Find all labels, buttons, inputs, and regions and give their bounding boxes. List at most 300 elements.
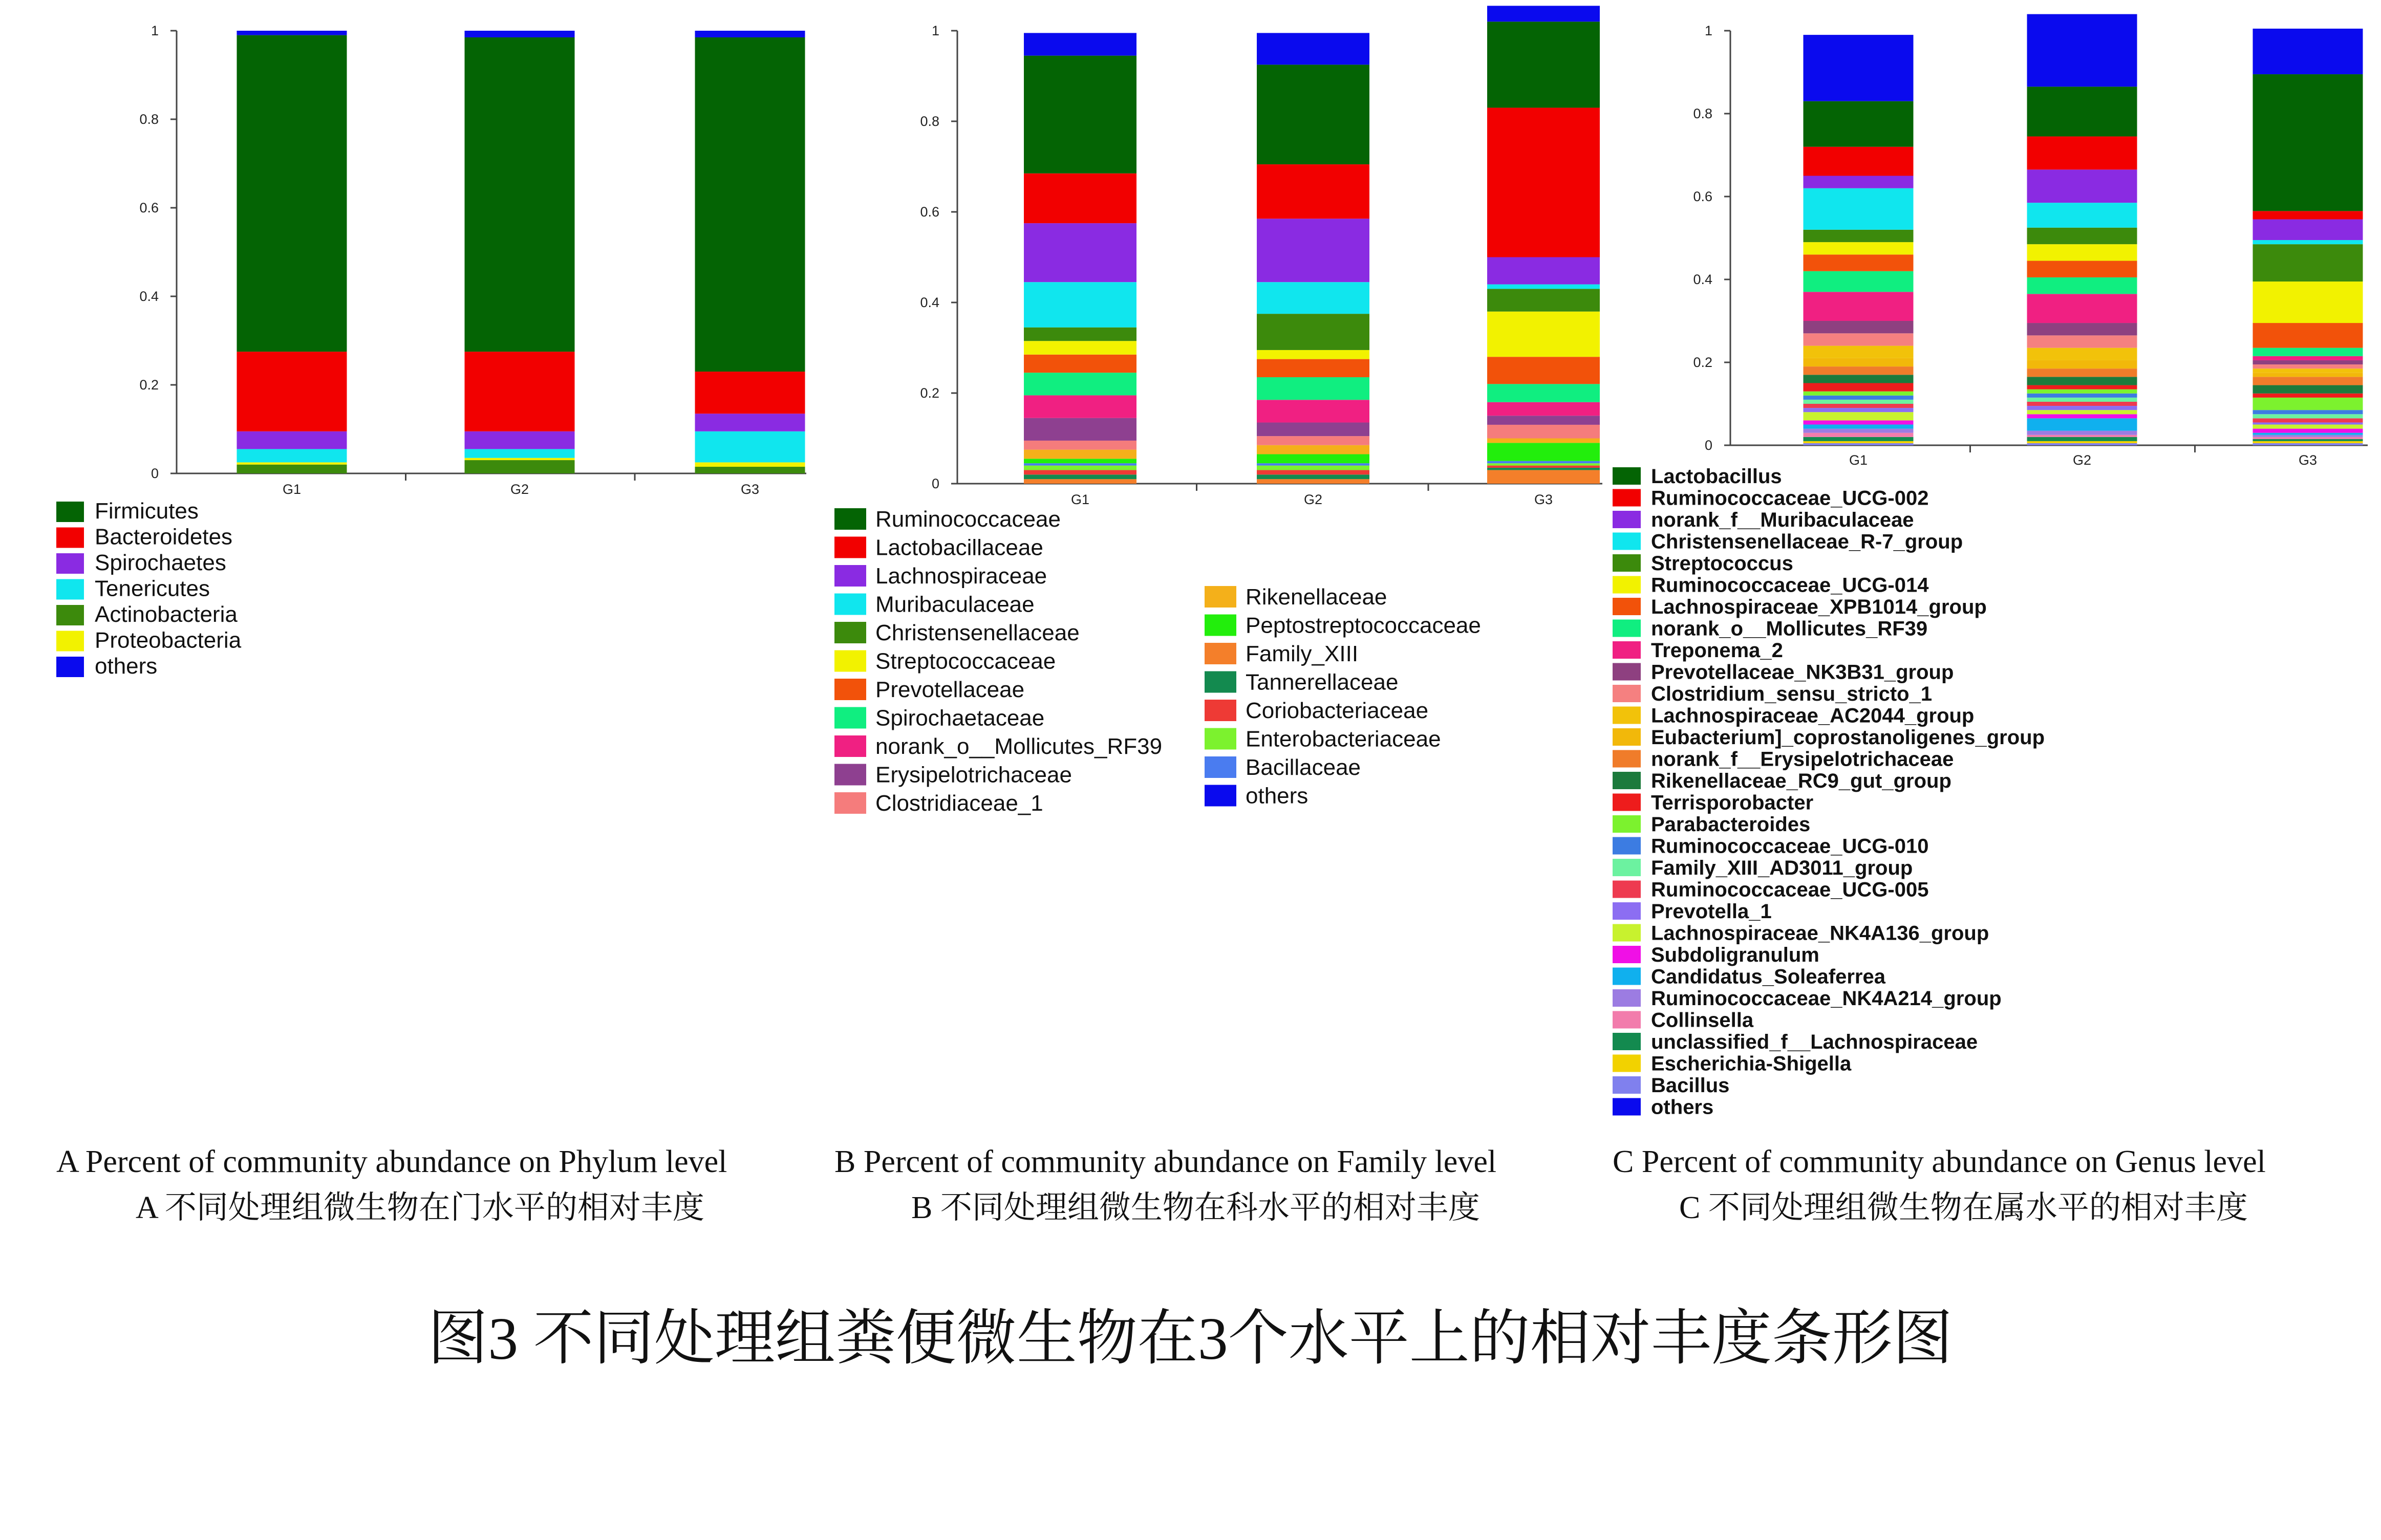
bar-c-g3-lachnospiraceae-ac2044-group (2253, 368, 2363, 373)
legend-label-b-spirochaetaceae: Spirochaetaceae (875, 705, 1045, 731)
bar-b-g1-streptococcaceae (1024, 341, 1136, 355)
bar-c-g1-family-xiii-ad3011-group (1804, 400, 1914, 404)
legend-swatch-b-christensenellaceae (834, 622, 866, 643)
legend-label-c-streptococcus: Streptococcus (1651, 552, 1793, 575)
legend-label-c-ruminococcaceae-ucg-014: Ruminococcaceae_UCG-014 (1651, 574, 1929, 597)
bar-b-g3-rikenellaceae (1487, 439, 1600, 443)
bar-c-g2-others (2027, 14, 2137, 87)
bar-c-g3-family-xiii-ad3011-group (2253, 414, 2363, 418)
bar-b-g3-prevotellaceae (1487, 357, 1600, 384)
legend-swatch-c-collinsella (1613, 1011, 1641, 1029)
legend-swatch-c-lactobacillus (1613, 467, 1641, 485)
bar-b-g1-others (1024, 33, 1136, 55)
legend-label-b-ruminococcaceae: Ruminococcaceae (875, 507, 1061, 532)
legend-label-a-firmicutes: Firmicutes (95, 498, 199, 524)
bar-a-g2-firmicutes (465, 37, 575, 352)
legend-swatch-c-eubacterium-coprostanoligenes-group (1613, 728, 1641, 746)
y-tick-label-c: 0 (1704, 438, 1712, 453)
legend-label-c-others: others (1651, 1096, 1714, 1119)
bar-c-g1-lactobacillus (1804, 101, 1914, 147)
bar-c-g2-christensenellaceae-r-7-group (2027, 203, 2137, 228)
legend-swatch-c-candidatus-soleaferrea (1613, 968, 1641, 985)
bar-c-g2-ruminococcaceae-ucg-014 (2027, 244, 2137, 261)
bar-c-g1-streptococcus (1804, 230, 1914, 242)
bar-b-g3-coriobacteriaceae (1487, 466, 1600, 468)
bar-b-g3-christensenellaceae (1487, 289, 1600, 311)
legend-swatch-c-prevotellaceae-nk3b31-group (1613, 663, 1641, 681)
bar-c-g2-unclassified-f-lachnospiraceae (2027, 437, 2137, 441)
bar-b-g2-ruminococcaceae (1257, 64, 1369, 164)
bar-b-g3-spirochaetaceae (1487, 384, 1600, 402)
bar-c-g1-unclassified-f-lachnospiraceae (1804, 437, 1914, 441)
legend-swatch-c-lachnospiraceae-ac2044-group (1613, 707, 1641, 724)
bar-c-g3-norank-f-muribaculaceae (2253, 220, 2363, 241)
legend-label-b-rikenellaceae: Rikenellaceae (1246, 584, 1387, 610)
bar-b-g3-norank-o-mollicutes-rf39 (1487, 402, 1600, 416)
bar-b-g2-muribaculaceae (1257, 282, 1369, 314)
bar-a-g1-actinobacteria (237, 465, 347, 473)
legend-swatch-b-lactobacillaceae (834, 537, 866, 558)
bar-b-g2-coriobacteriaceae (1257, 470, 1369, 474)
legend-swatch-c-escherichia-shigella (1613, 1055, 1641, 1072)
bar-c-g1-subdoligranulum (1804, 420, 1914, 424)
bar-b-g1-muribaculaceae (1024, 282, 1136, 328)
legend-label-c-lachnospiraceae-nk4a136-group: Lachnospiraceae_NK4A136_group (1651, 922, 1989, 945)
bar-c-g1-rikenellaceae-rc9-gut-group (1804, 375, 1914, 383)
legend-swatch-b-norank-o-mollicutes-rf39 (834, 735, 866, 757)
bar-c-g3-unclassified-f-lachnospiraceae (2253, 439, 2363, 441)
bar-b-g3-peptostreptococcaceae (1487, 443, 1600, 461)
bar-c-g2-clostridium-sensu-stricto-1 (2027, 335, 2137, 348)
bar-c-g2-family-xiii-ad3011-group (2027, 398, 2137, 402)
legend-swatch-c-subdoligranulum (1613, 946, 1641, 963)
legend-label-b-norank-o-mollicutes-rf39: norank_o__Mollicutes_RF39 (875, 734, 1163, 759)
legend-label-b-tannerellaceae: Tannerellaceae (1246, 669, 1399, 695)
bar-b-g1-enterobacteriaceae (1024, 466, 1136, 470)
bar-b-g3-erysipelotrichaceae (1487, 416, 1600, 425)
legend-label-c-norank-f-erysipelotrichaceae: norank_f__Erysipelotrichaceae (1651, 748, 1954, 771)
bar-c-g3-ruminococcaceae-ucg-005 (2253, 418, 2363, 422)
y-tick-label-b: 0.2 (920, 385, 939, 401)
legend-label-c-candidatus-soleaferrea: Candidatus_Soleaferrea (1651, 965, 1885, 988)
legend-swatch-b-erysipelotrichaceae (834, 764, 866, 786)
bar-c-g1-terrisporobacter (1804, 383, 1914, 392)
y-tick-label-b: 0.8 (920, 114, 939, 129)
legend-label-c-clostridium-sensu-stricto-1: Clostridium_sensu_stricto_1 (1651, 683, 1933, 705)
bar-c-g3-prevotella-1 (2253, 422, 2363, 424)
bar-c-g3-ruminococcaceae-ucg-002 (2253, 211, 2363, 219)
bar-c-g3-ruminococcaceae-ucg-010 (2253, 410, 2363, 414)
bar-b-g2-christensenellaceae (1257, 314, 1369, 350)
legend-label-b-streptococcaceae: Streptococcaceae (875, 648, 1056, 674)
bar-c-g3-terrisporobacter (2253, 394, 2363, 398)
bar-c-g2-lachnospiraceae-nk4a136-group (2027, 410, 2137, 414)
y-tick-label-c: 0.2 (1693, 355, 1712, 370)
bar-b-g2-norank-o-mollicutes-rf39 (1257, 400, 1369, 422)
legend-label-c-norank-o-mollicutes-rf39: norank_o__Mollicutes_RF39 (1651, 617, 1928, 640)
legend-swatch-c-treponema-2 (1613, 641, 1641, 659)
bar-c-g1-lachnospiraceae-xpb1014-group (1804, 254, 1914, 271)
x-tick-label-b: G3 (1534, 492, 1553, 507)
bar-b-g2-lactobacillaceae (1257, 164, 1369, 219)
legend-label-b-erysipelotrichaceae: Erysipelotrichaceae (875, 762, 1072, 788)
legend-label-c-prevotellaceae-nk3b31-group: Prevotellaceae_NK3B31_group (1651, 661, 1954, 684)
x-tick-label-a: G2 (510, 482, 529, 497)
legend-swatch-c-ruminococcaceae-ucg-014 (1613, 576, 1641, 594)
bar-b-g2-erysipelotrichaceae (1257, 423, 1369, 437)
caption-b-en: B Percent of community abundance on Family level (834, 1144, 1497, 1179)
legend-label-b-clostridiaceae-1: Clostridiaceae_1 (875, 791, 1043, 816)
bar-b-g3-lachnospiraceae (1487, 257, 1600, 285)
legend-swatch-b-lachnospiraceae (834, 565, 866, 587)
bar-c-g2-escherichia-shigella (2027, 441, 2137, 443)
bar-c-g2-ruminococcaceae-ucg-010 (2027, 394, 2137, 398)
bar-c-g2-lachnospiraceae-xpb1014-group (2027, 261, 2137, 277)
bar-c-g2-rikenellaceae-rc9-gut-group (2027, 377, 2137, 385)
chart-panel-b (834, 6, 1602, 816)
legend-label-b-muribaculaceae: Muribaculaceae (875, 592, 1035, 617)
bar-b-g3-enterobacteriaceae (1487, 463, 1600, 465)
legend-label-c-collinsella: Collinsella (1651, 1009, 1754, 1032)
bar-c-g2-streptococcus (2027, 228, 2137, 244)
bar-c-g3-subdoligranulum (2253, 429, 2363, 433)
bar-c-g2-lachnospiraceae-ac2044-group (2027, 348, 2137, 360)
legend-swatch-c-parabacteroides (1613, 815, 1641, 833)
bar-a-g2-actinobacteria (465, 460, 575, 473)
bar-b-g2-peptostreptococcaceae (1257, 454, 1369, 463)
legend-label-a-spirochaetes: Spirochaetes (95, 550, 226, 575)
legend-swatch-a-tenericutes (56, 579, 84, 600)
bar-c-g1-norank-o-mollicutes-rf39 (1804, 271, 1914, 292)
legend-swatch-b-clostridiaceae-1 (834, 792, 866, 814)
legend-swatch-b-enterobacteriaceae (1205, 728, 1236, 750)
legend-label-b-family-xiii: Family_XIII (1246, 641, 1359, 666)
legend-swatch-c-terrisporobacter (1613, 794, 1641, 811)
y-tick-label-c: 1 (1704, 23, 1712, 38)
bar-c-g2-subdoligranulum (2027, 414, 2137, 418)
bar-a-g2-proteobacteria (465, 458, 575, 460)
bar-a-g2-others (465, 31, 575, 37)
bar-b-g1-peptostreptococcaceae (1024, 459, 1136, 463)
y-tick-label-b: 0 (931, 476, 939, 491)
y-tick-label-c: 0.6 (1693, 189, 1712, 204)
bar-b-g3-muribaculaceae (1487, 285, 1600, 289)
legend-label-b-lactobacillaceae: Lactobacillaceae (875, 535, 1043, 560)
bar-c-g2-ruminococcaceae-ucg-002 (2027, 137, 2137, 170)
legend-swatch-c-rikenellaceae-rc9-gut-group (1613, 772, 1641, 789)
y-tick-label-b: 1 (931, 23, 939, 38)
bar-b-g1-bacillaceae (1024, 463, 1136, 465)
x-tick-label-b: G2 (1303, 492, 1323, 507)
x-tick-label-a: G3 (740, 482, 760, 497)
legend-swatch-b-streptococcaceae (834, 650, 866, 672)
x-tick-label-b: G1 (1070, 492, 1090, 507)
bar-c-g3-treponema-2 (2253, 356, 2363, 360)
y-tick-label-a: 0.8 (139, 112, 159, 127)
bar-c-g3-ruminococcaceae-nk4a214-group (2253, 435, 2363, 437)
legend-swatch-c-unclassified-f-lachnospiraceae (1613, 1033, 1641, 1050)
bar-b-g3-streptococcaceae (1487, 312, 1600, 357)
legend-swatch-b-peptostreptococcaceae (1205, 615, 1236, 636)
bar-c-g3-rikenellaceae-rc9-gut-group (2253, 385, 2363, 394)
bar-c-g3-norank-o-mollicutes-rf39 (2253, 348, 2363, 356)
caption-c-zh: C 不同处理组微生物在属水平的相对丰度 (1679, 1190, 2248, 1225)
bar-c-g2-terrisporobacter (2027, 385, 2137, 389)
bar-b-g2-prevotellaceae (1257, 359, 1369, 377)
bar-c-g1-lachnospiraceae-ac2044-group (1804, 346, 1914, 358)
legend-label-c-ruminococcaceae-ucg-002: Ruminococcaceae_UCG-002 (1651, 487, 1929, 510)
legend-label-c-subdoligranulum: Subdoligranulum (1651, 944, 1819, 966)
bar-c-g2-norank-f-erysipelotrichaceae (2027, 368, 2137, 377)
bar-c-g3-candidatus-soleaferrea (2253, 433, 2363, 435)
bar-a-g3-firmicutes (695, 37, 805, 372)
legend-swatch-c-prevotella-1 (1613, 902, 1641, 920)
bar-a-g1-bacteroidetes (237, 352, 347, 431)
bar-c-g2-parabacteroides (2027, 389, 2137, 394)
legend-swatch-c-streptococcus (1613, 554, 1641, 572)
legend-swatch-b-prevotellaceae (834, 679, 866, 700)
bar-b-g3-family-xiii (1487, 470, 1600, 484)
legend-swatch-c-lachnospiraceae-nk4a136-group (1613, 924, 1641, 942)
bar-c-g3-lachnospiraceae-nk4a136-group (2253, 425, 2363, 429)
legend-swatch-c-norank-f-muribaculaceae (1613, 511, 1641, 528)
bar-a-g2-spirochaetes (465, 431, 575, 449)
legend-swatch-b-rikenellaceae (1205, 586, 1236, 608)
bar-c-g2-ruminococcaceae-nk4a214-group (2027, 431, 2137, 435)
legend-swatch-c-norank-f-erysipelotrichaceae (1613, 750, 1641, 768)
bar-a-g1-firmicutes (237, 35, 347, 352)
bar-c-g2-treponema-2 (2027, 294, 2137, 323)
legend-swatch-c-ruminococcaceae-nk4a214-group (1613, 989, 1641, 1007)
bar-c-g2-bacillus (2027, 443, 2137, 445)
x-tick-label-a: G1 (282, 482, 302, 497)
legend-swatch-c-ruminococcaceae-ucg-010 (1613, 837, 1641, 855)
bar-a-g3-actinobacteria (695, 467, 805, 473)
bar-b-g2-rikenellaceae (1257, 445, 1369, 454)
legend-label-c-terrisporobacter: Terrisporobacter (1651, 791, 1814, 814)
bar-c-g2-norank-f-muribaculaceae (2027, 169, 2137, 203)
legend-swatch-c-ruminococcaceae-ucg-005 (1613, 881, 1641, 898)
bar-b-g1-rikenellaceae (1024, 450, 1136, 459)
legend-swatch-c-others (1613, 1098, 1641, 1116)
y-tick-label-b: 0.4 (920, 295, 939, 310)
bar-a-g3-proteobacteria (695, 462, 805, 467)
legend-label-c-lachnospiraceae-xpb1014-group: Lachnospiraceae_XPB1014_group (1651, 596, 1987, 618)
legend-label-b-enterobacteriaceae: Enterobacteriaceae (1246, 726, 1441, 752)
legend-swatch-b-coriobacteriaceae (1205, 700, 1236, 721)
legend-swatch-c-bacillus (1613, 1076, 1641, 1094)
figure-title: 图3 不同处理组粪便微生物在3个水平上的相对丰度条形图 (427, 1305, 1953, 1372)
bar-a-g2-bacteroidetes (465, 352, 575, 431)
legend-swatch-a-firmicutes (56, 502, 84, 522)
legend-label-c-ruminococcaceae-ucg-010: Ruminococcaceae_UCG-010 (1651, 835, 1929, 858)
legend-swatch-c-ruminococcaceae-ucg-002 (1613, 489, 1641, 507)
bar-b-g1-coriobacteriaceae (1024, 470, 1136, 474)
bar-c-g1-norank-f-erysipelotrichaceae (1804, 366, 1914, 375)
bar-c-g3-norank-f-erysipelotrichaceae (2253, 377, 2363, 385)
bar-b-g1-erysipelotrichaceae (1024, 418, 1136, 441)
bar-c-g1-ruminococcaceae-nk4a214-group (1804, 429, 1914, 433)
bar-c-g1-candidatus-soleaferrea (1804, 425, 1914, 429)
bar-c-g3-streptococcus (2253, 244, 2363, 281)
bar-b-g2-clostridiaceae-1 (1257, 436, 1369, 445)
legend-label-b-christensenellaceae: Christensenellaceae (875, 620, 1080, 645)
y-tick-label-b: 0.6 (920, 204, 939, 220)
legend-label-a-tenericutes: Tenericutes (95, 576, 210, 601)
legend-label-c-norank-f-muribaculaceae: norank_f__Muribaculaceae (1651, 509, 1914, 531)
bar-c-g2-candidatus-soleaferrea (2027, 418, 2137, 430)
y-tick-label-c: 0.4 (1693, 272, 1712, 287)
bar-b-g1-lachnospiraceae (1024, 223, 1136, 282)
legend-label-b-peptostreptococcaceae: Peptostreptococcaceae (1246, 613, 1481, 638)
legend-swatch-a-proteobacteria (56, 631, 84, 652)
bar-a-g1-others (237, 31, 347, 35)
legend-swatch-b-others (1205, 785, 1236, 807)
bar-c-g1-treponema-2 (1804, 292, 1914, 321)
bar-a-g3-others (695, 31, 805, 37)
bar-a-g3-tenericutes (695, 431, 805, 463)
legend-swatch-b-family-xiii (1205, 643, 1236, 664)
legend-swatch-c-lachnospiraceae-xpb1014-group (1613, 598, 1641, 615)
bar-b-g1-norank-o-mollicutes-rf39 (1024, 395, 1136, 418)
legend-label-a-actinobacteria: Actinobacteria (95, 602, 238, 627)
caption-a-zh: A 不同处理组微生物在门水平的相对丰度 (136, 1190, 704, 1225)
legend-label-b-bacillaceae: Bacillaceae (1246, 755, 1361, 780)
bar-b-g2-streptococcaceae (1257, 350, 1369, 359)
bar-c-g1-ruminococcaceae-ucg-005 (1804, 404, 1914, 408)
y-tick-label-a: 0.4 (139, 289, 159, 304)
bar-c-g3-parabacteroides (2253, 398, 2363, 410)
legend-label-c-ruminococcaceae-nk4a214-group: Ruminococcaceae_NK4A214_group (1651, 987, 2002, 1010)
legend-label-c-family-xiii-ad3011-group: Family_XIII_AD3011_group (1651, 857, 1913, 879)
y-tick-label-a: 1 (151, 23, 159, 38)
bar-c-g3-lactobacillus (2253, 74, 2363, 211)
bar-c-g1-prevotellaceae-nk3b31-group (1804, 321, 1914, 333)
legend-swatch-a-actinobacteria (56, 605, 84, 625)
legend-swatch-b-bacillaceae (1205, 756, 1236, 778)
bar-b-g2-tannerellaceae (1257, 474, 1369, 479)
bar-b-g2-lachnospiraceae (1257, 219, 1369, 282)
legend-label-c-parabacteroides: Parabacteroides (1651, 813, 1811, 836)
chart-panel-a (56, 23, 806, 679)
legend-swatch-b-spirochaetaceae (834, 707, 866, 729)
bar-c-g1-ruminococcaceae-ucg-002 (1804, 147, 1914, 176)
legend-swatch-a-bacteroidetes (56, 528, 84, 548)
bar-b-g3-others (1487, 6, 1600, 21)
legend-label-b-coriobacteriaceae: Coriobacteriaceae (1246, 698, 1429, 723)
legend-label-c-bacillus: Bacillus (1651, 1074, 1730, 1097)
legend-swatch-c-christensenellaceae-r-7-group (1613, 533, 1641, 550)
bar-c-g1-eubacterium-coprostanoligenes-group (1804, 358, 1914, 366)
bar-a-g3-bacteroidetes (695, 372, 805, 414)
legend-label-a-others: others (95, 654, 158, 679)
y-tick-label-a: 0.2 (139, 377, 159, 393)
legend-label-c-christensenellaceae-r-7-group: Christensenellaceae_R-7_group (1651, 530, 1963, 553)
bar-a-g1-proteobacteria (237, 462, 347, 464)
legend-swatch-b-muribaculaceae (834, 594, 866, 615)
bar-a-g1-spirochaetes (237, 431, 347, 449)
bar-b-g3-lactobacillaceae (1487, 107, 1600, 257)
bar-b-g3-ruminococcaceae (1487, 21, 1600, 107)
legend-label-c-lactobacillus: Lactobacillus (1651, 465, 1782, 488)
bar-a-g3-spirochaetes (695, 414, 805, 431)
legend-label-b-lachnospiraceae: Lachnospiraceae (875, 563, 1047, 589)
bar-a-g2-tenericutes (465, 449, 575, 458)
legend-label-c-escherichia-shigella: Escherichia-Shigella (1651, 1052, 1852, 1075)
bar-b-g3-clostridiaceae-1 (1487, 425, 1600, 439)
x-tick-label-c: G2 (2072, 452, 2092, 468)
bar-c-g2-eubacterium-coprostanoligenes-group (2027, 360, 2137, 368)
legend-swatch-a-others (56, 657, 84, 677)
legend-label-c-ruminococcaceae-ucg-005: Ruminococcaceae_UCG-005 (1651, 878, 1929, 901)
bar-c-g3-eubacterium-coprostanoligenes-group (2253, 373, 2363, 377)
legend-label-a-proteobacteria: Proteobacteria (95, 627, 242, 653)
bar-c-g2-prevotella-1 (2027, 406, 2137, 410)
bar-c-g1-collinsella (1804, 433, 1914, 437)
x-tick-label-c: G1 (1849, 452, 1868, 468)
bar-c-g3-ruminococcaceae-ucg-014 (2253, 281, 2363, 323)
legend-swatch-a-spirochaetes (56, 553, 84, 574)
y-tick-label-a: 0.6 (139, 200, 159, 215)
bar-b-g1-family-xiii (1024, 479, 1136, 484)
bar-c-g1-parabacteroides (1804, 392, 1914, 396)
bar-c-g3-escherichia-shigella (2253, 441, 2363, 443)
legend-label-c-lachnospiraceae-ac2044-group: Lachnospiraceae_AC2044_group (1651, 704, 1975, 727)
bar-c-g1-clostridium-sensu-stricto-1 (1804, 333, 1914, 345)
bar-c-g1-norank-f-muribaculaceae (1804, 176, 1914, 188)
legend-label-c-unclassified-f-lachnospiraceae: unclassified_f__Lachnospiraceae (1651, 1031, 1978, 1053)
caption-b-zh: B 不同处理组微生物在科水平的相对丰度 (911, 1190, 1480, 1225)
bar-c-g1-escherichia-shigella (1804, 441, 1914, 443)
bar-c-g1-ruminococcaceae-ucg-014 (1804, 242, 1914, 254)
bar-b-g1-prevotellaceae (1024, 355, 1136, 373)
x-tick-label-c: G3 (2298, 452, 2318, 468)
bar-c-g3-bacillus (2253, 443, 2363, 445)
caption-a-en: A Percent of community abundance on Phylum level (56, 1144, 727, 1179)
bar-c-g1-bacillus (1804, 443, 1914, 445)
bar-c-g1-lachnospiraceae-nk4a136-group (1804, 412, 1914, 420)
bar-c-g1-christensenellaceae-r-7-group (1804, 188, 1914, 230)
bar-c-g1-prevotella-1 (1804, 408, 1914, 412)
bar-b-g1-lactobacillaceae (1024, 173, 1136, 223)
bar-b-g2-bacillaceae (1257, 463, 1369, 465)
bar-c-g2-prevotellaceae-nk3b31-group (2027, 323, 2137, 335)
legend-label-b-others: others (1246, 783, 1309, 809)
bar-c-g3-others (2253, 29, 2363, 74)
bar-b-g1-tannerellaceae (1024, 474, 1136, 479)
bar-c-g2-ruminococcaceae-ucg-005 (2027, 402, 2137, 406)
bar-b-g1-spirochaetaceae (1024, 373, 1136, 395)
bar-c-g3-christensenellaceae-r-7-group (2253, 240, 2363, 244)
bar-c-g2-norank-o-mollicutes-rf39 (2027, 277, 2137, 294)
bar-a-g1-tenericutes (237, 449, 347, 462)
bar-c-g2-lactobacillus (2027, 86, 2137, 136)
legend-swatch-c-clostridium-sensu-stricto-1 (1613, 685, 1641, 702)
chart-panel-c (1613, 14, 2368, 1119)
bar-b-g1-clostridiaceae-1 (1024, 441, 1136, 450)
legend-swatch-b-ruminococcaceae (834, 508, 866, 530)
legend-label-c-treponema-2: Treponema_2 (1651, 639, 1783, 662)
legend-label-c-prevotella-1: Prevotella_1 (1651, 900, 1772, 923)
bar-c-g1-ruminococcaceae-ucg-010 (1804, 396, 1914, 400)
legend-label-c-eubacterium-coprostanoligenes-group: Eubacterium]_coprostanoligenes_group (1651, 726, 2045, 749)
y-tick-label-a: 0 (151, 466, 159, 481)
bar-c-g3-collinsella (2253, 437, 2363, 439)
bar-c-g3-clostridium-sensu-stricto-1 (2253, 364, 2363, 368)
legend-swatch-c-norank-o-mollicutes-rf39 (1613, 620, 1641, 637)
bar-b-g2-enterobacteriaceae (1257, 466, 1369, 470)
legend-swatch-b-tannerellaceae (1205, 671, 1236, 693)
